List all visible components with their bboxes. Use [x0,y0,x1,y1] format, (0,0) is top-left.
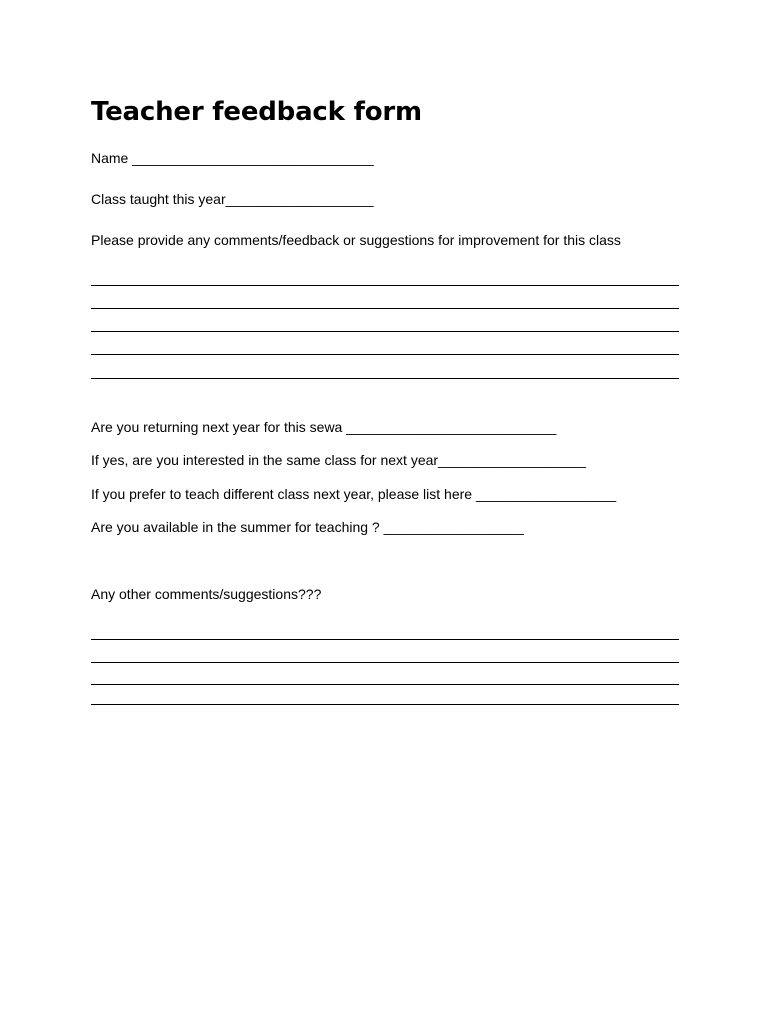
answer-line[interactable] [91,308,679,309]
name-field[interactable]: Name _______________________________ [91,150,374,166]
returning-next-year-field[interactable]: Are you returning next year for this sewa ___________________________ [91,419,557,435]
answer-line[interactable] [91,704,679,705]
other-comments-prompt: Any other comments/suggestions??? [91,586,322,602]
summer-availability-field[interactable]: Are you available in the summer for teaching ? __________________ [91,519,524,535]
answer-line[interactable] [91,378,679,379]
answer-line[interactable] [91,354,679,355]
page-title: Teacher feedback form [91,97,422,127]
same-class-field[interactable]: If yes, are you interested in the same class for next year___________________ [91,452,586,468]
answer-line[interactable] [91,662,679,663]
comments-prompt: Please provide any comments/feedback or suggestions for improvement for this class [91,232,621,248]
answer-line[interactable] [91,684,679,685]
answer-line[interactable] [91,285,679,286]
class-taught-field[interactable]: Class taught this year___________________ [91,191,374,207]
answer-line[interactable] [91,331,679,332]
different-class-field[interactable]: If you prefer to teach different class next year, please list here __________________ [91,486,617,502]
answer-line[interactable] [91,639,679,640]
